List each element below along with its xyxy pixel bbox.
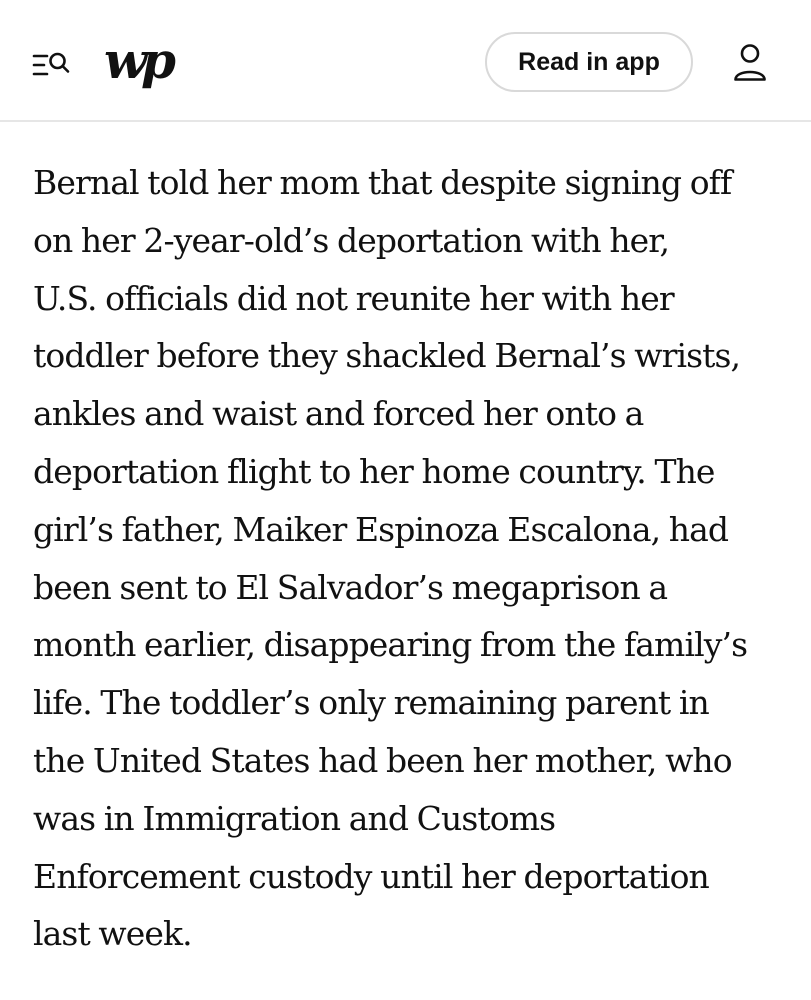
paragraph-line: last week. bbox=[33, 914, 192, 954]
washington-post-logo[interactable] bbox=[104, 30, 170, 92]
paragraph-line: was in Immigration and Customs bbox=[33, 798, 556, 838]
paragraph-line: ankles and waist and forced her onto a bbox=[33, 394, 644, 434]
paragraph-line: on her 2-year-old’s deportation with her, bbox=[33, 220, 670, 260]
paragraph-line: month earlier, disappearing from the family’s bbox=[33, 625, 748, 665]
paragraph-line: toddler before they shackled Bernal’s wrists, bbox=[33, 336, 741, 376]
logo-text: wp bbox=[104, 31, 171, 90]
article-paragraph bbox=[33, 154, 793, 963]
paragraph-line: the United States had been her mother, who bbox=[33, 740, 732, 780]
user-icon bbox=[730, 42, 770, 84]
top-navigation-bar bbox=[0, 0, 811, 122]
account-button[interactable] bbox=[730, 42, 770, 84]
paragraph-line: U.S. officials did not reunite her with her bbox=[33, 278, 674, 318]
read-in-app-button[interactable]: Read in app bbox=[485, 32, 693, 92]
paragraph-line: life. The toddler’s only remaining parent in bbox=[33, 683, 709, 723]
paragraph-line: deportation flight to her home country. The bbox=[33, 451, 715, 491]
paragraph-line: Enforcement custody until her deportation bbox=[33, 856, 709, 896]
menu-search-icon bbox=[30, 46, 74, 86]
paragraph-line: been sent to El Salvador’s megaprison a bbox=[33, 567, 668, 607]
menu-search-button[interactable] bbox=[30, 46, 74, 86]
paragraph-line: girl’s father, Maiker Espinoza Escalona, had bbox=[33, 509, 729, 549]
paragraph-line: Bernal told her mom that despite signing off bbox=[33, 163, 732, 202]
